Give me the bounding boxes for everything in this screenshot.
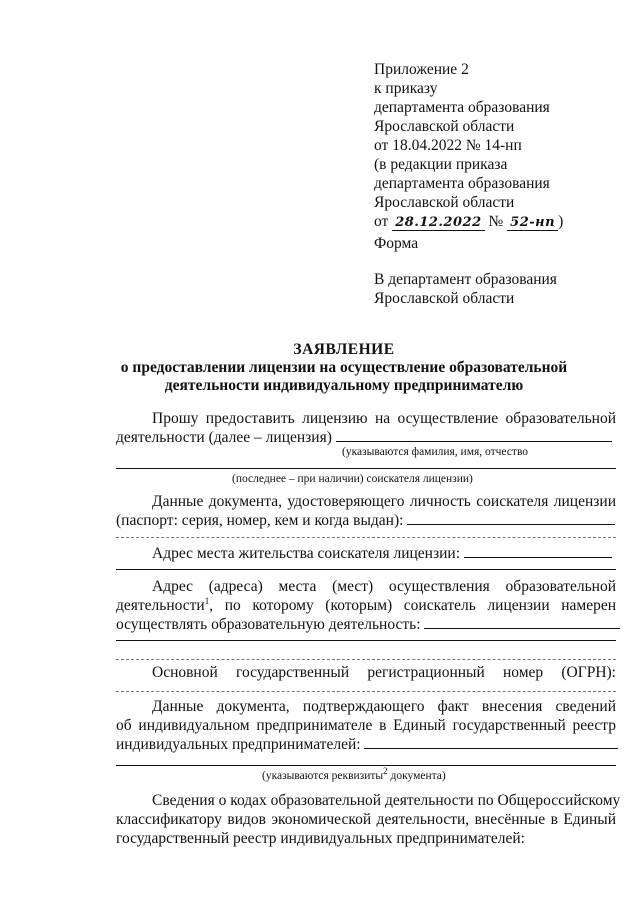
note-text: документа)	[387, 770, 446, 782]
note-text: (указываются реквизиты	[262, 770, 384, 782]
amend-close: )	[558, 213, 564, 230]
field-note: (указываются фамилия, имя, отчество	[342, 446, 529, 458]
passport-input-line[interactable]	[407, 511, 615, 525]
paragraph-line: Адрес (адреса) места (мест) осуществления образовательной	[152, 578, 616, 595]
appendix-line: департамента образования	[374, 99, 550, 116]
paragraph-text: индивидуальных предпринимателей:	[116, 736, 361, 753]
paragraph-line	[116, 428, 616, 447]
paragraph-line	[116, 615, 616, 634]
paragraph-text: деятельности	[116, 597, 205, 614]
appendix-line: Приложение 2	[374, 61, 469, 78]
field-note	[262, 766, 446, 782]
appendix-line: от 18.04.2022 № 14-нп	[374, 137, 522, 154]
fio-input-line[interactable]	[336, 428, 612, 442]
paragraph-line	[116, 511, 616, 530]
document-subtitle: деятельности индивидуальному предпринимателю	[164, 377, 524, 394]
appendix-line: (в редакции приказа	[374, 156, 508, 173]
recipient-line: Ярославской области	[374, 290, 515, 307]
amend-prefix: от	[374, 213, 389, 230]
fill-line[interactable]	[116, 537, 616, 538]
fill-line[interactable]	[116, 659, 616, 660]
ogrn-input-line[interactable]	[116, 691, 616, 692]
recipient-block	[374, 270, 557, 308]
paragraph-line: Данные документа, подтверждающего факт внесения сведений	[152, 698, 616, 715]
appendix-line: Ярославской области	[374, 194, 515, 211]
paragraph-line	[116, 596, 616, 615]
handwritten-date: 28.12.2022	[392, 215, 484, 231]
activity-address-input-line[interactable]	[424, 615, 620, 629]
paragraph-text: деятельности (далее – лицензия)	[116, 429, 332, 446]
appendix-line: Ярославской области	[374, 118, 515, 135]
footnote-marker: 1	[204, 595, 210, 606]
registry-doc-input-line[interactable]	[364, 735, 618, 749]
paragraph-line: об индивидуальном предпринимателе в Единый государственный реестр	[116, 717, 616, 734]
recipient-line: В департамент образования	[374, 271, 557, 288]
fill-line[interactable]	[116, 468, 616, 469]
footnote-marker: 2	[383, 766, 388, 777]
appendix-note	[374, 60, 624, 232]
amendment-line	[374, 212, 624, 232]
document-subtitle: о предоставлении лицензии на осуществление образовательной	[120, 359, 568, 376]
paragraph-line: Прошу предоставить лицензию на осуществление образовательной	[152, 410, 616, 427]
form-label: Форма	[374, 235, 419, 252]
paragraph-line: государственный реестр индивидуальных предпринимателей:	[116, 830, 525, 847]
paragraph-line: классификатору видов экономической деятельности, внесённые в Единый	[116, 811, 616, 828]
paragraph-text: Адрес места жительства соискателя лицензии:	[152, 545, 460, 562]
handwritten-number: 52-нп	[507, 215, 558, 231]
paragraph-text: осуществлять образовательную деятельность:	[116, 616, 421, 633]
appendix-line: департамента образования	[374, 175, 550, 192]
fill-line[interactable]	[116, 640, 616, 641]
document-title: ЗАЯВЛЕНИЕ	[293, 341, 395, 358]
paragraph-line: Основной государственный регистрационный номер (ОГРН):	[152, 664, 616, 681]
field-note: (последнее – при наличии) соискателя лицензии)	[232, 473, 473, 485]
paragraph-line: Сведения о кодах образовательной деятельности по Общероссийскому	[152, 792, 621, 809]
paragraph-line: Данные документа, удостоверяющего личность соискателя лицензии	[152, 493, 616, 510]
paragraph-text: , по которому (которым) соискатель лицензии намерен	[209, 597, 616, 614]
fill-line[interactable]	[116, 765, 616, 766]
paragraph-text: (паспорт: серия, номер, кем и когда выдан):	[116, 512, 404, 529]
paragraph-line	[116, 735, 616, 754]
address-input-line[interactable]	[464, 544, 612, 558]
appendix-line: к приказу	[374, 80, 438, 97]
fill-line[interactable]	[116, 569, 616, 570]
amend-no-sign: №	[488, 213, 504, 230]
paragraph-line	[116, 544, 616, 563]
